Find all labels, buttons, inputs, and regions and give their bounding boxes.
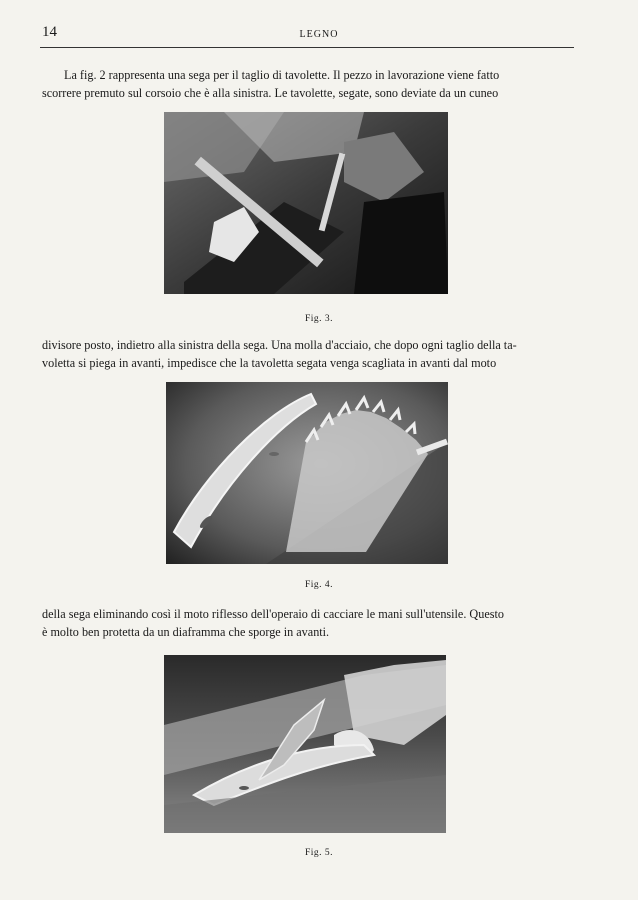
figure-4-caption: Fig. 4. xyxy=(304,580,334,590)
paragraph-line: è molto ben protetta da un diaframma che sporge in avanti. xyxy=(42,625,330,639)
paragraph-line: divisore posto, indietro alla sinistra della sega. Una molla d'acciaio, che dopo ogni taglio della ta- xyxy=(42,338,517,352)
figure-5-photo xyxy=(164,655,446,833)
figure-3-photo xyxy=(164,112,448,294)
running-head: LEGNO xyxy=(299,29,339,40)
paragraph-line: voletta si piega in avanti, impedisce che la tavoletta segata venga scagliata in avanti dal moto xyxy=(42,356,497,370)
paragraph-line: La fig. 2 rappresenta una sega per il taglio di tavolette. Il pezzo in lavorazione viene fatto xyxy=(64,68,500,82)
paragraph-line: della sega eliminando così il moto riflesso dell'operaio di cacciare le mani sull'utensile. Questo xyxy=(42,607,504,621)
figure-5-caption: Fig. 5. xyxy=(304,848,334,858)
figure-4-photo xyxy=(166,382,448,564)
page-number: 14 xyxy=(42,24,57,40)
paragraph-line: scorrere premuto sul corsoio che è alla sinistra. Le tavolette, segate, sono deviate da un cuneo xyxy=(42,86,499,100)
figure-3-caption: Fig. 3. xyxy=(304,314,334,324)
paragraph-1 xyxy=(42,66,574,102)
header-rule xyxy=(40,47,574,48)
paragraph-2 xyxy=(42,336,574,372)
paragraph-3 xyxy=(42,605,574,641)
